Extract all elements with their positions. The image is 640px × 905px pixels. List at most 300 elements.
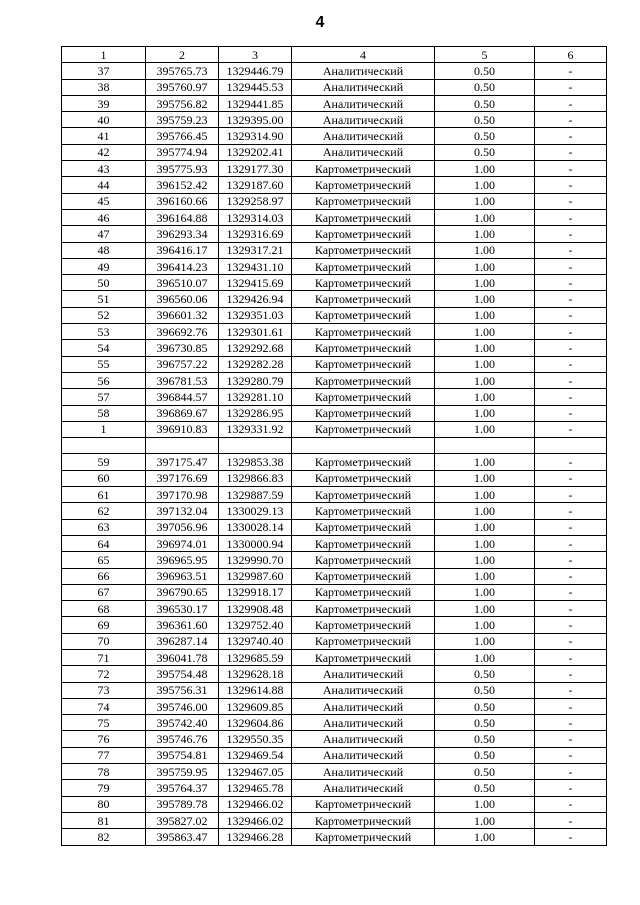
x-coordinate-cell: 395742.40 — [146, 715, 219, 731]
table-row — [62, 454, 607, 470]
accuracy-cell: 0.50 — [435, 128, 535, 144]
table-row — [62, 79, 607, 95]
x-coordinate-cell: 397056.96 — [146, 519, 219, 535]
note-cell: - — [535, 226, 607, 242]
table-row — [62, 242, 607, 258]
table-row — [62, 829, 607, 845]
point-number-cell: 53 — [62, 324, 146, 340]
accuracy-cell: 0.50 — [435, 144, 535, 160]
method-cell: Картометрический — [292, 193, 435, 209]
note-cell: - — [535, 161, 607, 177]
y-coordinate-cell: 1329202.41 — [219, 144, 292, 160]
table-row — [62, 226, 607, 242]
note-cell: - — [535, 128, 607, 144]
method-cell: Картометрический — [292, 209, 435, 225]
y-coordinate-cell: 1329316.69 — [219, 226, 292, 242]
table-row — [62, 209, 607, 225]
note-cell: - — [535, 829, 607, 845]
point-number-cell: 54 — [62, 340, 146, 356]
y-coordinate-cell: 1329987.60 — [219, 568, 292, 584]
method-cell: Картометрический — [292, 812, 435, 828]
point-number-cell: 74 — [62, 698, 146, 714]
accuracy-cell: 1.00 — [435, 421, 535, 437]
accuracy-cell: 1.00 — [435, 503, 535, 519]
note-cell: - — [535, 601, 607, 617]
accuracy-cell: 1.00 — [435, 568, 535, 584]
note-cell: - — [535, 796, 607, 812]
point-number-cell: 45 — [62, 193, 146, 209]
x-coordinate-cell: 396974.01 — [146, 535, 219, 551]
note-cell: - — [535, 454, 607, 470]
method-cell: Картометрический — [292, 226, 435, 242]
note-cell: - — [535, 307, 607, 323]
method-cell: Картометрический — [292, 503, 435, 519]
accuracy-cell: 0.50 — [435, 764, 535, 780]
accuracy-cell: 0.50 — [435, 698, 535, 714]
y-coordinate-cell: 1329282.28 — [219, 356, 292, 372]
accuracy-cell: 1.00 — [435, 226, 535, 242]
table-row — [62, 177, 607, 193]
x-coordinate-cell: 396293.34 — [146, 226, 219, 242]
method-cell: Картометрический — [292, 356, 435, 372]
accuracy-cell: 1.00 — [435, 242, 535, 258]
note-cell: - — [535, 177, 607, 193]
note-cell: - — [535, 193, 607, 209]
note-cell: - — [535, 258, 607, 274]
accuracy-cell: 1.00 — [435, 389, 535, 405]
point-number-cell: 57 — [62, 389, 146, 405]
table-row — [62, 128, 607, 144]
table-row — [62, 275, 607, 291]
x-coordinate-cell: 396041.78 — [146, 649, 219, 665]
point-number-cell: 65 — [62, 552, 146, 568]
note-cell: - — [535, 747, 607, 763]
point-number-cell: 40 — [62, 112, 146, 128]
method-cell: Картометрический — [292, 258, 435, 274]
note-cell: - — [535, 617, 607, 633]
note-cell: - — [535, 291, 607, 307]
table-row — [62, 389, 607, 405]
table-row — [62, 633, 607, 649]
point-number-cell: 77 — [62, 747, 146, 763]
y-coordinate-cell: 1329177.30 — [219, 161, 292, 177]
x-coordinate-cell: 396152.42 — [146, 177, 219, 193]
y-coordinate-cell — [219, 438, 292, 454]
table-row — [62, 95, 607, 111]
note-cell: - — [535, 405, 607, 421]
y-coordinate-cell: 1329604.86 — [219, 715, 292, 731]
method-cell — [292, 438, 435, 454]
note-cell: - — [535, 764, 607, 780]
column-header: 4 — [292, 47, 435, 63]
point-number-cell: 78 — [62, 764, 146, 780]
table-row — [62, 307, 607, 323]
point-number-cell: 63 — [62, 519, 146, 535]
method-cell: Аналитический — [292, 780, 435, 796]
x-coordinate-cell — [146, 438, 219, 454]
table-row — [62, 731, 607, 747]
method-cell: Картометрический — [292, 535, 435, 551]
point-number-cell: 37 — [62, 63, 146, 79]
y-coordinate-cell: 1329445.53 — [219, 79, 292, 95]
accuracy-cell: 1.00 — [435, 454, 535, 470]
point-number-cell — [62, 438, 146, 454]
point-number-cell: 39 — [62, 95, 146, 111]
x-coordinate-cell: 396965.95 — [146, 552, 219, 568]
accuracy-cell: 1.00 — [435, 291, 535, 307]
accuracy-cell: 1.00 — [435, 405, 535, 421]
y-coordinate-cell: 1329887.59 — [219, 487, 292, 503]
x-coordinate-cell: 396560.06 — [146, 291, 219, 307]
x-coordinate-cell: 395827.02 — [146, 812, 219, 828]
y-coordinate-cell: 1329317.21 — [219, 242, 292, 258]
y-coordinate-cell: 1329614.88 — [219, 682, 292, 698]
method-cell: Картометрический — [292, 568, 435, 584]
table-row — [62, 372, 607, 388]
accuracy-cell: 1.00 — [435, 812, 535, 828]
note-cell: - — [535, 95, 607, 111]
accuracy-cell: 1.00 — [435, 258, 535, 274]
point-number-cell: 55 — [62, 356, 146, 372]
table-row — [62, 258, 607, 274]
table-row — [62, 796, 607, 812]
accuracy-cell: 0.50 — [435, 79, 535, 95]
accuracy-cell: 1.00 — [435, 487, 535, 503]
method-cell: Картометрический — [292, 275, 435, 291]
x-coordinate-cell: 395754.48 — [146, 666, 219, 682]
method-cell: Картометрический — [292, 584, 435, 600]
method-cell: Картометрический — [292, 307, 435, 323]
column-header: 2 — [146, 47, 219, 63]
table-row — [62, 552, 607, 568]
note-cell: - — [535, 356, 607, 372]
y-coordinate-cell: 1329740.40 — [219, 633, 292, 649]
point-number-cell: 60 — [62, 470, 146, 486]
x-coordinate-cell: 396910.83 — [146, 421, 219, 437]
table-row — [62, 291, 607, 307]
y-coordinate-cell: 1329280.79 — [219, 372, 292, 388]
method-cell: Картометрический — [292, 601, 435, 617]
accuracy-cell: 0.50 — [435, 715, 535, 731]
x-coordinate-cell: 395759.95 — [146, 764, 219, 780]
x-coordinate-cell: 396361.60 — [146, 617, 219, 633]
accuracy-cell: 1.00 — [435, 356, 535, 372]
point-number-cell: 67 — [62, 584, 146, 600]
table-row — [62, 405, 607, 421]
method-cell: Картометрический — [292, 421, 435, 437]
y-coordinate-cell: 1329469.54 — [219, 747, 292, 763]
accuracy-cell: 0.50 — [435, 63, 535, 79]
table-row — [62, 324, 607, 340]
table-row — [62, 764, 607, 780]
y-coordinate-cell: 1329258.97 — [219, 193, 292, 209]
table-row — [62, 356, 607, 372]
x-coordinate-cell: 396692.76 — [146, 324, 219, 340]
x-coordinate-cell: 396963.51 — [146, 568, 219, 584]
accuracy-cell: 1.00 — [435, 584, 535, 600]
y-coordinate-cell: 1330028.14 — [219, 519, 292, 535]
method-cell: Аналитический — [292, 79, 435, 95]
note-cell: - — [535, 340, 607, 356]
accuracy-cell: 1.00 — [435, 324, 535, 340]
point-number-cell: 75 — [62, 715, 146, 731]
method-cell: Аналитический — [292, 95, 435, 111]
point-number-cell: 41 — [62, 128, 146, 144]
point-number-cell: 70 — [62, 633, 146, 649]
table-row — [62, 568, 607, 584]
point-number-cell: 66 — [62, 568, 146, 584]
table-row — [62, 470, 607, 486]
method-cell: Картометрический — [292, 372, 435, 388]
point-number-cell: 69 — [62, 617, 146, 633]
table-row — [62, 780, 607, 796]
method-cell: Аналитический — [292, 666, 435, 682]
point-number-cell: 47 — [62, 226, 146, 242]
x-coordinate-cell: 395746.76 — [146, 731, 219, 747]
x-coordinate-cell: 397175.47 — [146, 454, 219, 470]
y-coordinate-cell: 1329628.18 — [219, 666, 292, 682]
table-row — [62, 601, 607, 617]
note-cell: - — [535, 112, 607, 128]
note-cell: - — [535, 552, 607, 568]
method-cell: Картометрический — [292, 552, 435, 568]
note-cell: - — [535, 649, 607, 665]
accuracy-cell: 1.00 — [435, 470, 535, 486]
table-row — [62, 144, 607, 160]
method-cell: Картометрический — [292, 470, 435, 486]
note-cell — [535, 438, 607, 454]
y-coordinate-cell: 1329314.90 — [219, 128, 292, 144]
method-cell: Картометрический — [292, 161, 435, 177]
point-number-cell: 52 — [62, 307, 146, 323]
method-cell: Картометрический — [292, 487, 435, 503]
note-cell: - — [535, 63, 607, 79]
x-coordinate-cell: 395765.73 — [146, 63, 219, 79]
point-number-cell: 38 — [62, 79, 146, 95]
table-row — [62, 698, 607, 714]
point-number-cell: 42 — [62, 144, 146, 160]
x-coordinate-cell: 396730.85 — [146, 340, 219, 356]
note-cell: - — [535, 372, 607, 388]
method-cell: Аналитический — [292, 764, 435, 780]
x-coordinate-cell: 396414.23 — [146, 258, 219, 274]
table-row — [62, 747, 607, 763]
x-coordinate-cell: 395775.93 — [146, 161, 219, 177]
table-row — [62, 617, 607, 633]
y-coordinate-cell: 1329466.28 — [219, 829, 292, 845]
x-coordinate-cell: 396790.65 — [146, 584, 219, 600]
x-coordinate-cell: 396530.17 — [146, 601, 219, 617]
point-number-cell: 79 — [62, 780, 146, 796]
table-row — [62, 161, 607, 177]
accuracy-cell: 1.00 — [435, 796, 535, 812]
note-cell: - — [535, 780, 607, 796]
note-cell: - — [535, 666, 607, 682]
note-cell: - — [535, 715, 607, 731]
y-coordinate-cell: 1329446.79 — [219, 63, 292, 79]
accuracy-cell: 1.00 — [435, 829, 535, 845]
y-coordinate-cell: 1329286.95 — [219, 405, 292, 421]
method-cell: Картометрический — [292, 796, 435, 812]
table-row — [62, 649, 607, 665]
note-cell: - — [535, 470, 607, 486]
method-cell: Картометрический — [292, 242, 435, 258]
method-cell: Аналитический — [292, 144, 435, 160]
method-cell: Картометрический — [292, 340, 435, 356]
note-cell: - — [535, 731, 607, 747]
accuracy-cell: 1.00 — [435, 275, 535, 291]
method-cell: Аналитический — [292, 682, 435, 698]
method-cell: Аналитический — [292, 698, 435, 714]
accuracy-cell: 1.00 — [435, 601, 535, 617]
accuracy-cell: 1.00 — [435, 519, 535, 535]
x-coordinate-cell: 395759.23 — [146, 112, 219, 128]
accuracy-cell: 1.00 — [435, 617, 535, 633]
note-cell: - — [535, 275, 607, 291]
method-cell: Картометрический — [292, 291, 435, 307]
y-coordinate-cell: 1329866.83 — [219, 470, 292, 486]
accuracy-cell: 0.50 — [435, 747, 535, 763]
method-cell: Картометрический — [292, 649, 435, 665]
y-coordinate-cell: 1329550.35 — [219, 731, 292, 747]
accuracy-cell: 1.00 — [435, 307, 535, 323]
accuracy-cell: 0.50 — [435, 780, 535, 796]
note-cell: - — [535, 487, 607, 503]
y-coordinate-cell: 1329918.17 — [219, 584, 292, 600]
note-cell: - — [535, 209, 607, 225]
y-coordinate-cell: 1329187.60 — [219, 177, 292, 193]
table-row — [62, 112, 607, 128]
y-coordinate-cell: 1330029.13 — [219, 503, 292, 519]
y-coordinate-cell: 1329292.68 — [219, 340, 292, 356]
point-number-cell: 51 — [62, 291, 146, 307]
x-coordinate-cell: 396287.14 — [146, 633, 219, 649]
method-cell: Аналитический — [292, 747, 435, 763]
point-number-cell: 1 — [62, 421, 146, 437]
y-coordinate-cell: 1329281.10 — [219, 389, 292, 405]
accuracy-cell: 0.50 — [435, 731, 535, 747]
point-number-cell: 49 — [62, 258, 146, 274]
point-number-cell: 56 — [62, 372, 146, 388]
method-cell: Картометрический — [292, 454, 435, 470]
y-coordinate-cell: 1329908.48 — [219, 601, 292, 617]
point-number-cell: 50 — [62, 275, 146, 291]
method-cell: Аналитический — [292, 731, 435, 747]
point-number-cell: 59 — [62, 454, 146, 470]
method-cell: Картометрический — [292, 324, 435, 340]
y-coordinate-cell: 1329466.02 — [219, 812, 292, 828]
method-cell: Картометрический — [292, 389, 435, 405]
page-number: 4 — [315, 14, 325, 31]
y-coordinate-cell: 1329465.78 — [219, 780, 292, 796]
x-coordinate-cell: 395764.37 — [146, 780, 219, 796]
y-coordinate-cell: 1329415.69 — [219, 275, 292, 291]
table-row — [62, 519, 607, 535]
table-row — [62, 438, 607, 454]
table-row — [62, 340, 607, 356]
y-coordinate-cell: 1329853.38 — [219, 454, 292, 470]
point-number-cell: 43 — [62, 161, 146, 177]
method-cell: Картометрический — [292, 177, 435, 193]
accuracy-cell: 0.50 — [435, 682, 535, 698]
x-coordinate-cell: 395766.45 — [146, 128, 219, 144]
point-number-cell: 72 — [62, 666, 146, 682]
y-coordinate-cell: 1329752.40 — [219, 617, 292, 633]
note-cell: - — [535, 584, 607, 600]
note-cell: - — [535, 568, 607, 584]
table-row — [62, 193, 607, 209]
accuracy-cell — [435, 438, 535, 454]
coordinates-table — [61, 46, 607, 846]
point-number-cell: 68 — [62, 601, 146, 617]
point-number-cell: 82 — [62, 829, 146, 845]
table-row — [62, 666, 607, 682]
x-coordinate-cell: 396869.67 — [146, 405, 219, 421]
accuracy-cell: 1.00 — [435, 633, 535, 649]
point-number-cell: 46 — [62, 209, 146, 225]
note-cell: - — [535, 519, 607, 535]
x-coordinate-cell: 395863.47 — [146, 829, 219, 845]
table-row — [62, 503, 607, 519]
point-number-cell: 71 — [62, 649, 146, 665]
y-coordinate-cell: 1329301.61 — [219, 324, 292, 340]
x-coordinate-cell: 396601.32 — [146, 307, 219, 323]
note-cell: - — [535, 812, 607, 828]
y-coordinate-cell: 1329395.00 — [219, 112, 292, 128]
point-number-cell: 61 — [62, 487, 146, 503]
accuracy-cell: 0.50 — [435, 95, 535, 111]
table-header-row — [62, 47, 607, 63]
y-coordinate-cell: 1329331.92 — [219, 421, 292, 437]
x-coordinate-cell: 396416.17 — [146, 242, 219, 258]
table-row — [62, 487, 607, 503]
point-number-cell: 48 — [62, 242, 146, 258]
column-header: 3 — [219, 47, 292, 63]
method-cell: Аналитический — [292, 715, 435, 731]
x-coordinate-cell: 395774.94 — [146, 144, 219, 160]
x-coordinate-cell: 396164.88 — [146, 209, 219, 225]
y-coordinate-cell: 1330000.94 — [219, 535, 292, 551]
point-number-cell: 64 — [62, 535, 146, 551]
y-coordinate-cell: 1329351.03 — [219, 307, 292, 323]
x-coordinate-cell: 395754.81 — [146, 747, 219, 763]
y-coordinate-cell: 1329990.70 — [219, 552, 292, 568]
table-row — [62, 63, 607, 79]
column-header: 6 — [535, 47, 607, 63]
note-cell: - — [535, 144, 607, 160]
y-coordinate-cell: 1329609.85 — [219, 698, 292, 714]
x-coordinate-cell: 397170.98 — [146, 487, 219, 503]
note-cell: - — [535, 324, 607, 340]
accuracy-cell: 1.00 — [435, 340, 535, 356]
table-row — [62, 535, 607, 551]
accuracy-cell: 0.50 — [435, 112, 535, 128]
accuracy-cell: 1.00 — [435, 535, 535, 551]
x-coordinate-cell: 396510.07 — [146, 275, 219, 291]
note-cell: - — [535, 79, 607, 95]
point-number-cell: 58 — [62, 405, 146, 421]
note-cell: - — [535, 389, 607, 405]
x-coordinate-cell: 396757.22 — [146, 356, 219, 372]
accuracy-cell: 1.00 — [435, 177, 535, 193]
note-cell: - — [535, 535, 607, 551]
accuracy-cell: 1.00 — [435, 552, 535, 568]
method-cell: Аналитический — [292, 112, 435, 128]
table-row — [62, 682, 607, 698]
table-row — [62, 584, 607, 600]
accuracy-cell: 1.00 — [435, 649, 535, 665]
x-coordinate-cell: 395789.78 — [146, 796, 219, 812]
